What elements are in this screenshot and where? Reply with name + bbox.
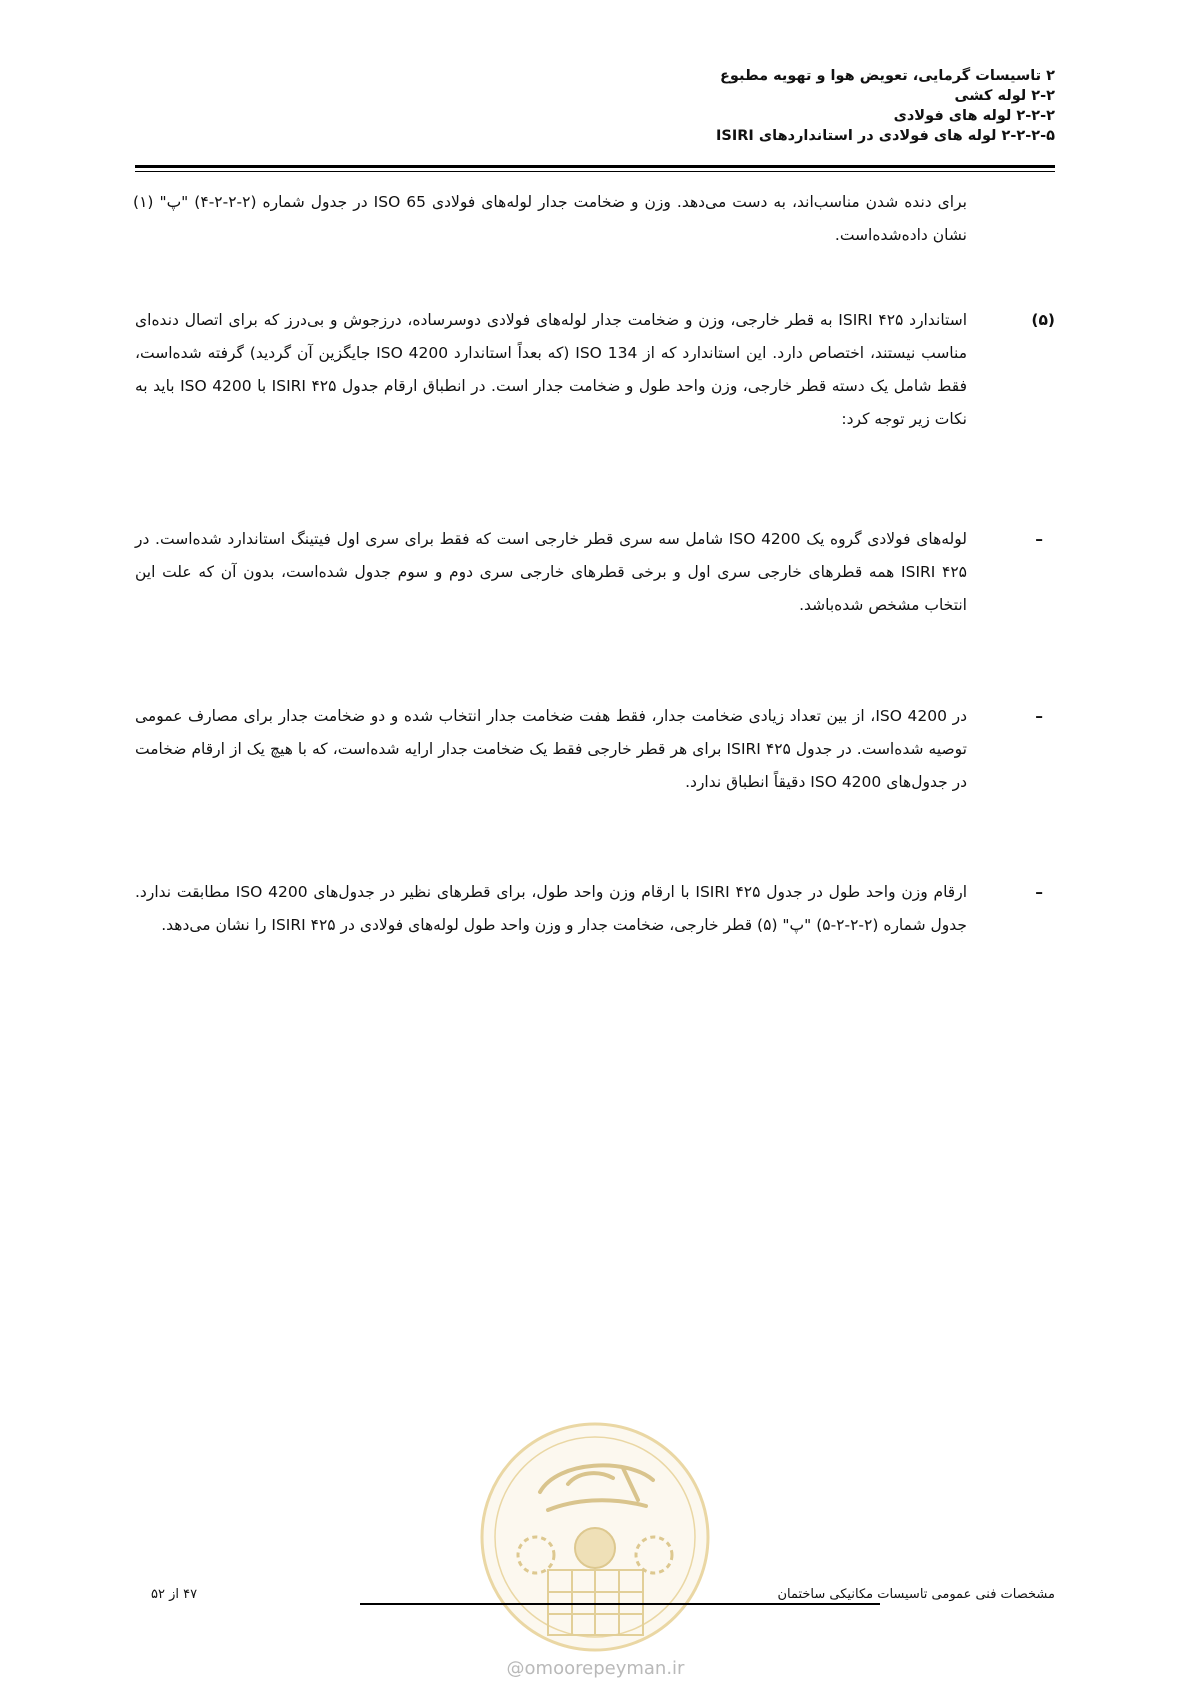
- bullet-dash: –: [1035, 707, 1043, 725]
- item-5-text: استاندارد ISIRI ۴۲۵ به قطر خارجی، وزن و ضخامت جدار لوله‌های فولادی دوسرساده، درزجوش و بی‌درز که برای اتصال دنده‌ای مناسب نیستند، اختصاص دارد. این استاندارد که از ISO 134 (که بعداً استاندارد ISO 4200 جایگزین آن گردید) گرفته شده‌است، فقط شامل یک دسته قطر خارجی، وزن واحد طول و ضخامت جدار است. در انطباق ارقام جدول ISIRI ۴۲۵ با ISO 4200 باید به نکات زیر توجه کرد:: [135, 311, 968, 428]
- footer-document-title: مشخصات فنی عمومی تاسیسات مکانیکی ساختمان: [777, 1587, 1055, 1602]
- header-divider-thin: [135, 171, 1055, 173]
- watermark-url: @omoorepeyman.ir: [506, 1658, 685, 1679]
- bullet-dash: –: [1035, 883, 1043, 901]
- header-subsection: ۲-۲-۲ لوله های فولادی: [893, 108, 1055, 124]
- intro-text: برای دنده شدن مناسب‌اند، به دست می‌دهد. وزن و ضخامت جدار لوله‌های فولادی ISO 65 در جدول شماره (۲-۲-۲-۴) "پ" (۱) نشان داده‌شده‌است.: [133, 193, 967, 244]
- header-chapter: ۲ تاسیسات گرمایی، تعویض هوا و تهویه مطبوع: [720, 68, 1055, 84]
- bullet-text: در ISO 4200، از بین تعداد زیادی ضخامت جدار، فقط هفت ضخامت جدار انتخاب شده و دو ضخامت جدار برای مصارف عمومی توصیه شده‌است. در جدول ISIRI ۴۲۵ برای هر قطر خارجی فقط یک ضخامت جدار ارایه شده‌است، که با هیچ یک از ارقام ضخامت در جدول‌های ISO 4200 دقیقاً انطباق ندارد.: [135, 707, 967, 791]
- intro-paragraph: [133, 186, 967, 252]
- bullet-text: ارقام وزن واحد طول در جدول ISIRI ۴۲۵ با ارقام وزن واحد طول، برای قطرهای نظیر در جدول‌های ISO 4200 مطابقت ندارد. جدول شماره (۲-۲-۲-۵) "پ" (۵) قطر خارجی، ضخامت جدار و وزن واحد طول لوله‌های فولادی در ISIRI ۴۲۵ را نشان می‌دهد.: [135, 883, 967, 934]
- bullet-dash: –: [1035, 530, 1043, 548]
- watermark-stamp: [478, 1420, 713, 1655]
- section-header: [125, 66, 1055, 146]
- stamp-emblem: [575, 1528, 615, 1568]
- header-section: ۲-۲ لوله کشی: [954, 88, 1055, 104]
- page-footer: [135, 1587, 1055, 1611]
- bullet-text: لوله‌های فولادی گروه یک ISO 4200 شامل سه سری قطر خارجی است که فقط برای سری اول فیتینگ استاندارد شده‌است. در ISIRI ۴۲۵ همه قطرهای خارجی سری اول و برخی قطرهای خارجی سری دوم و سوم جدول شده‌است، بدون آن که علت این انتخاب مشخص شده‌باشد.: [135, 530, 968, 614]
- footer-page-number: ۴۷ از ۵۲: [151, 1587, 198, 1602]
- header-subsubsection: ۲-۲-۲-۵ لوله های فولادی در استانداردهای ISIRI: [716, 128, 1055, 144]
- header-divider-thick: [135, 165, 1055, 168]
- footer-rule: [360, 1603, 880, 1605]
- item-number: (۵): [1031, 311, 1055, 329]
